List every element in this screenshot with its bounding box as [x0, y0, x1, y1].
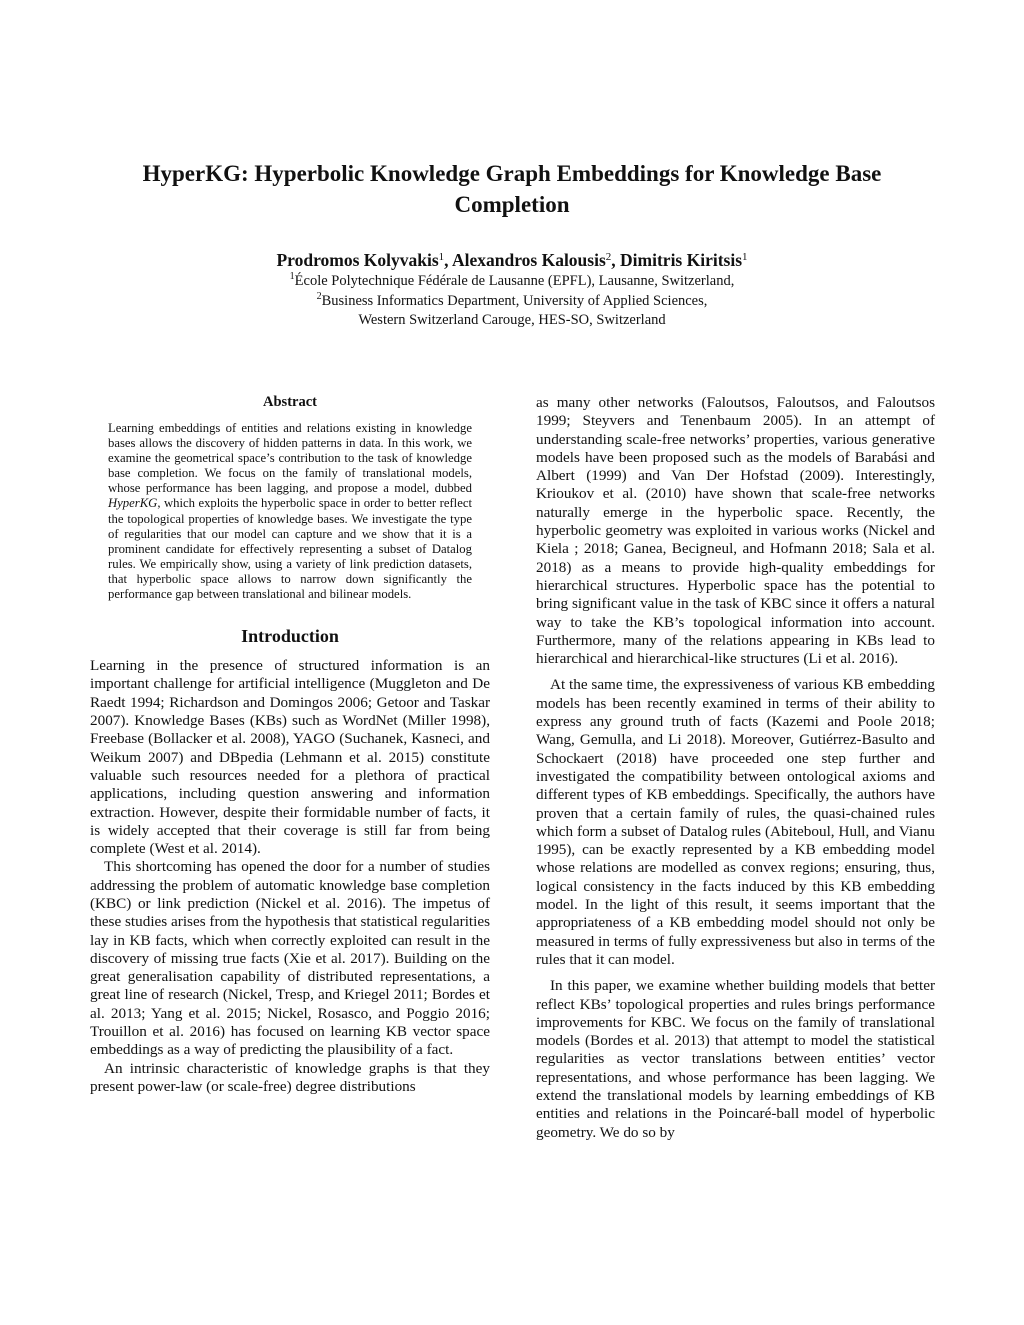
author-name: Dimitris Kiritsis: [620, 250, 743, 270]
affiliation-line: [100, 292, 924, 312]
abstract-text: [108, 421, 472, 602]
paper-title: HyperKG: Hyperbolic Knowledge Graph Embeddings for Knowledge Base Completion: [142, 161, 882, 217]
author-name: Prodromos Kolyvakis: [276, 250, 439, 270]
affiliation-mark: 1: [289, 271, 295, 282]
author-line: [100, 248, 924, 272]
paragraph: In this paper, we examine whether building models that better reflect KBs’ topological properties and rules brings performance improvements for KBC. We focus on the family of translational models (Bordes et al. 2013) that attempt to model the statistical regularities as vector translations between entities’ vector representations, and whose performance has been lagging. We extend the translational models by learning embeddings of KB entities and relations in the Poincaré-ball model of hyperbolic geometry. We do so by: [536, 977, 935, 1141]
right-column: [536, 394, 935, 1150]
abstract-text-part: Learning embeddings of entities and relations existing in knowledge bases allows the discovery of hidden patterns in data. In this work, we examine the geometrical space’s contribution to the task of knowledge base completion. We focus on the family of translational models, whose performance has been lagging, and propose a model, dubbed: [108, 421, 472, 496]
affiliation-mark: 2: [316, 290, 322, 302]
author-affiliation-mark: 1: [438, 251, 445, 263]
model-name: HyperKG: [108, 496, 158, 511]
paragraph: An intrinsic characteristic of knowledge graphs is that they present power-law (or scale-free) degree distributions: [90, 1059, 490, 1095]
left-column: [90, 394, 490, 1096]
paragraph: Learning in the presence of structured information is an important challenge for artificial intelligence (Muggleton and De Raedt 1994; Richardson and Domingos 2006; Getoor and Taskar 2007). Knowledge Bases (KBs) such as WordNet (Miller 1998), Freebase (Bollacker et al. 2008), YAGO (Suchanek, Kasneci, and Weikum 2007) and DBpedia (Lehmann et al. 2015) constitute valuable such resources needed for a plethora of practical applications, including question answering and information extraction. However, despite their formidable number of facts, it is widely accepted that their coverage is still far from being complete (West et al. 2014).: [90, 657, 490, 858]
affiliation-text: Western Switzerland Carouge, HES-SO, Switzerland: [358, 312, 666, 328]
abstract-heading: Abstract: [263, 394, 317, 410]
affiliation-line: [100, 272, 924, 292]
affiliation-text: Business Informatics Department, University of Applied Sciences,: [321, 292, 708, 309]
abstract-text-part: , which exploits the hyperbolic space in order to better reflect the topological properties of knowledge bases. We investigate the type of regularities that our model can capture and we show that it is a prominent candidate for effectively representing a subset of Datalog rules. We empirically show, using a variety of link prediction datasets, that hyperbolic space allows to narrow down significantly the performance gap between translational and bilinear models.: [108, 496, 472, 602]
paragraph: as many other networks (Faloutsos, Faloutsos, and Faloutsos 1999; Steyvers and Tenenbaum 2005). In an attempt of understanding scale-free networks’ properties, various generative models have been proposed such as the models of Barabási and Albert (1999) and Van Der Hofstad (2009). Interestingly, Krioukov et al. (2010) have shown that scale-free networks naturally emerge in the hyperbolic space. Recently, the hyperbolic geometry was exploited in various works (Nickel and Kiela ; 2018; Ganea, Becigneul, and Hofmann 2018; Sala et al. 2018) as a means to provide high-quality embeddings for hierarchical structures. Hyperbolic space has the potential to bring significant value in the task of KBC since it offers a natural way to take the KB’s topological information into account. Furthermore, many of the relations appearing in KBs lead to hierarchical and hierarchical-like structures (Li et al. 2016).: [536, 394, 935, 668]
author-separator: ,: [444, 250, 452, 270]
abstract-section: [90, 394, 490, 602]
author-separator: ,: [611, 250, 621, 270]
author-affiliation-mark: 1: [742, 251, 748, 263]
affiliations: [100, 272, 924, 331]
author-name: Alexandros Kalousis: [451, 250, 606, 270]
introduction-heading: Introduction: [241, 626, 339, 647]
author-affiliation-mark: 2: [605, 251, 612, 263]
paragraph: At the same time, the expressiveness of various KB embedding models has been recently examined in terms of their ability to express any ground truth of facts (Kazemi and Poole 2018; Wang, Gemulla, and Li 2018). Moreover, Gutiérrez-Basulto and Schockaert (2018) have proceeded one step further and investigated the compatibility between ontological axioms and different types of KB embeddings. Specifically, the authors have proven that a certain family of rules, the quasi-chained rules which form a subset of Datalog rules (Abiteboul, Hull, and Vianu 1995), can be exactly represented by a KB embedding model whose relations are modelled as convex regions; ensuring, thus, logical consistency in the facts induced by this KB embedding model. In the light of this result, it seems important that the appropriateness of a KB embedding model should not only be measured in terms of fully expressiveness but also in terms of the rules that it can model.: [536, 676, 935, 968]
paragraph: This shortcoming has opened the door for a number of studies addressing the problem of automatic knowledge base completion (KBC) or link prediction (Nickel et al. 2016). The impetus of these studies arises from the hypothesis that statistical regularities lay in KB facts, which when correctly exploited can result in the discovery of missing true facts (Xie et al. 2017). Building on the great generalisation capability of distributed representations, a great line of research (Nickel, Tresp, and Kriegel 2011; Bordes et al. 2013; Yang et al. 2015; Nickel, Rosasco, and Poggio 2016; Trouillon et al. 2016) has focused on learning KB vector space embeddings as a way of predicting the plausibility of a fact.: [90, 858, 490, 1059]
affiliation-text: École Polytechnique Fédérale de Lausanne (EPFL), Lausanne, Switzerland,: [294, 273, 735, 289]
affiliation-line: [100, 311, 924, 331]
